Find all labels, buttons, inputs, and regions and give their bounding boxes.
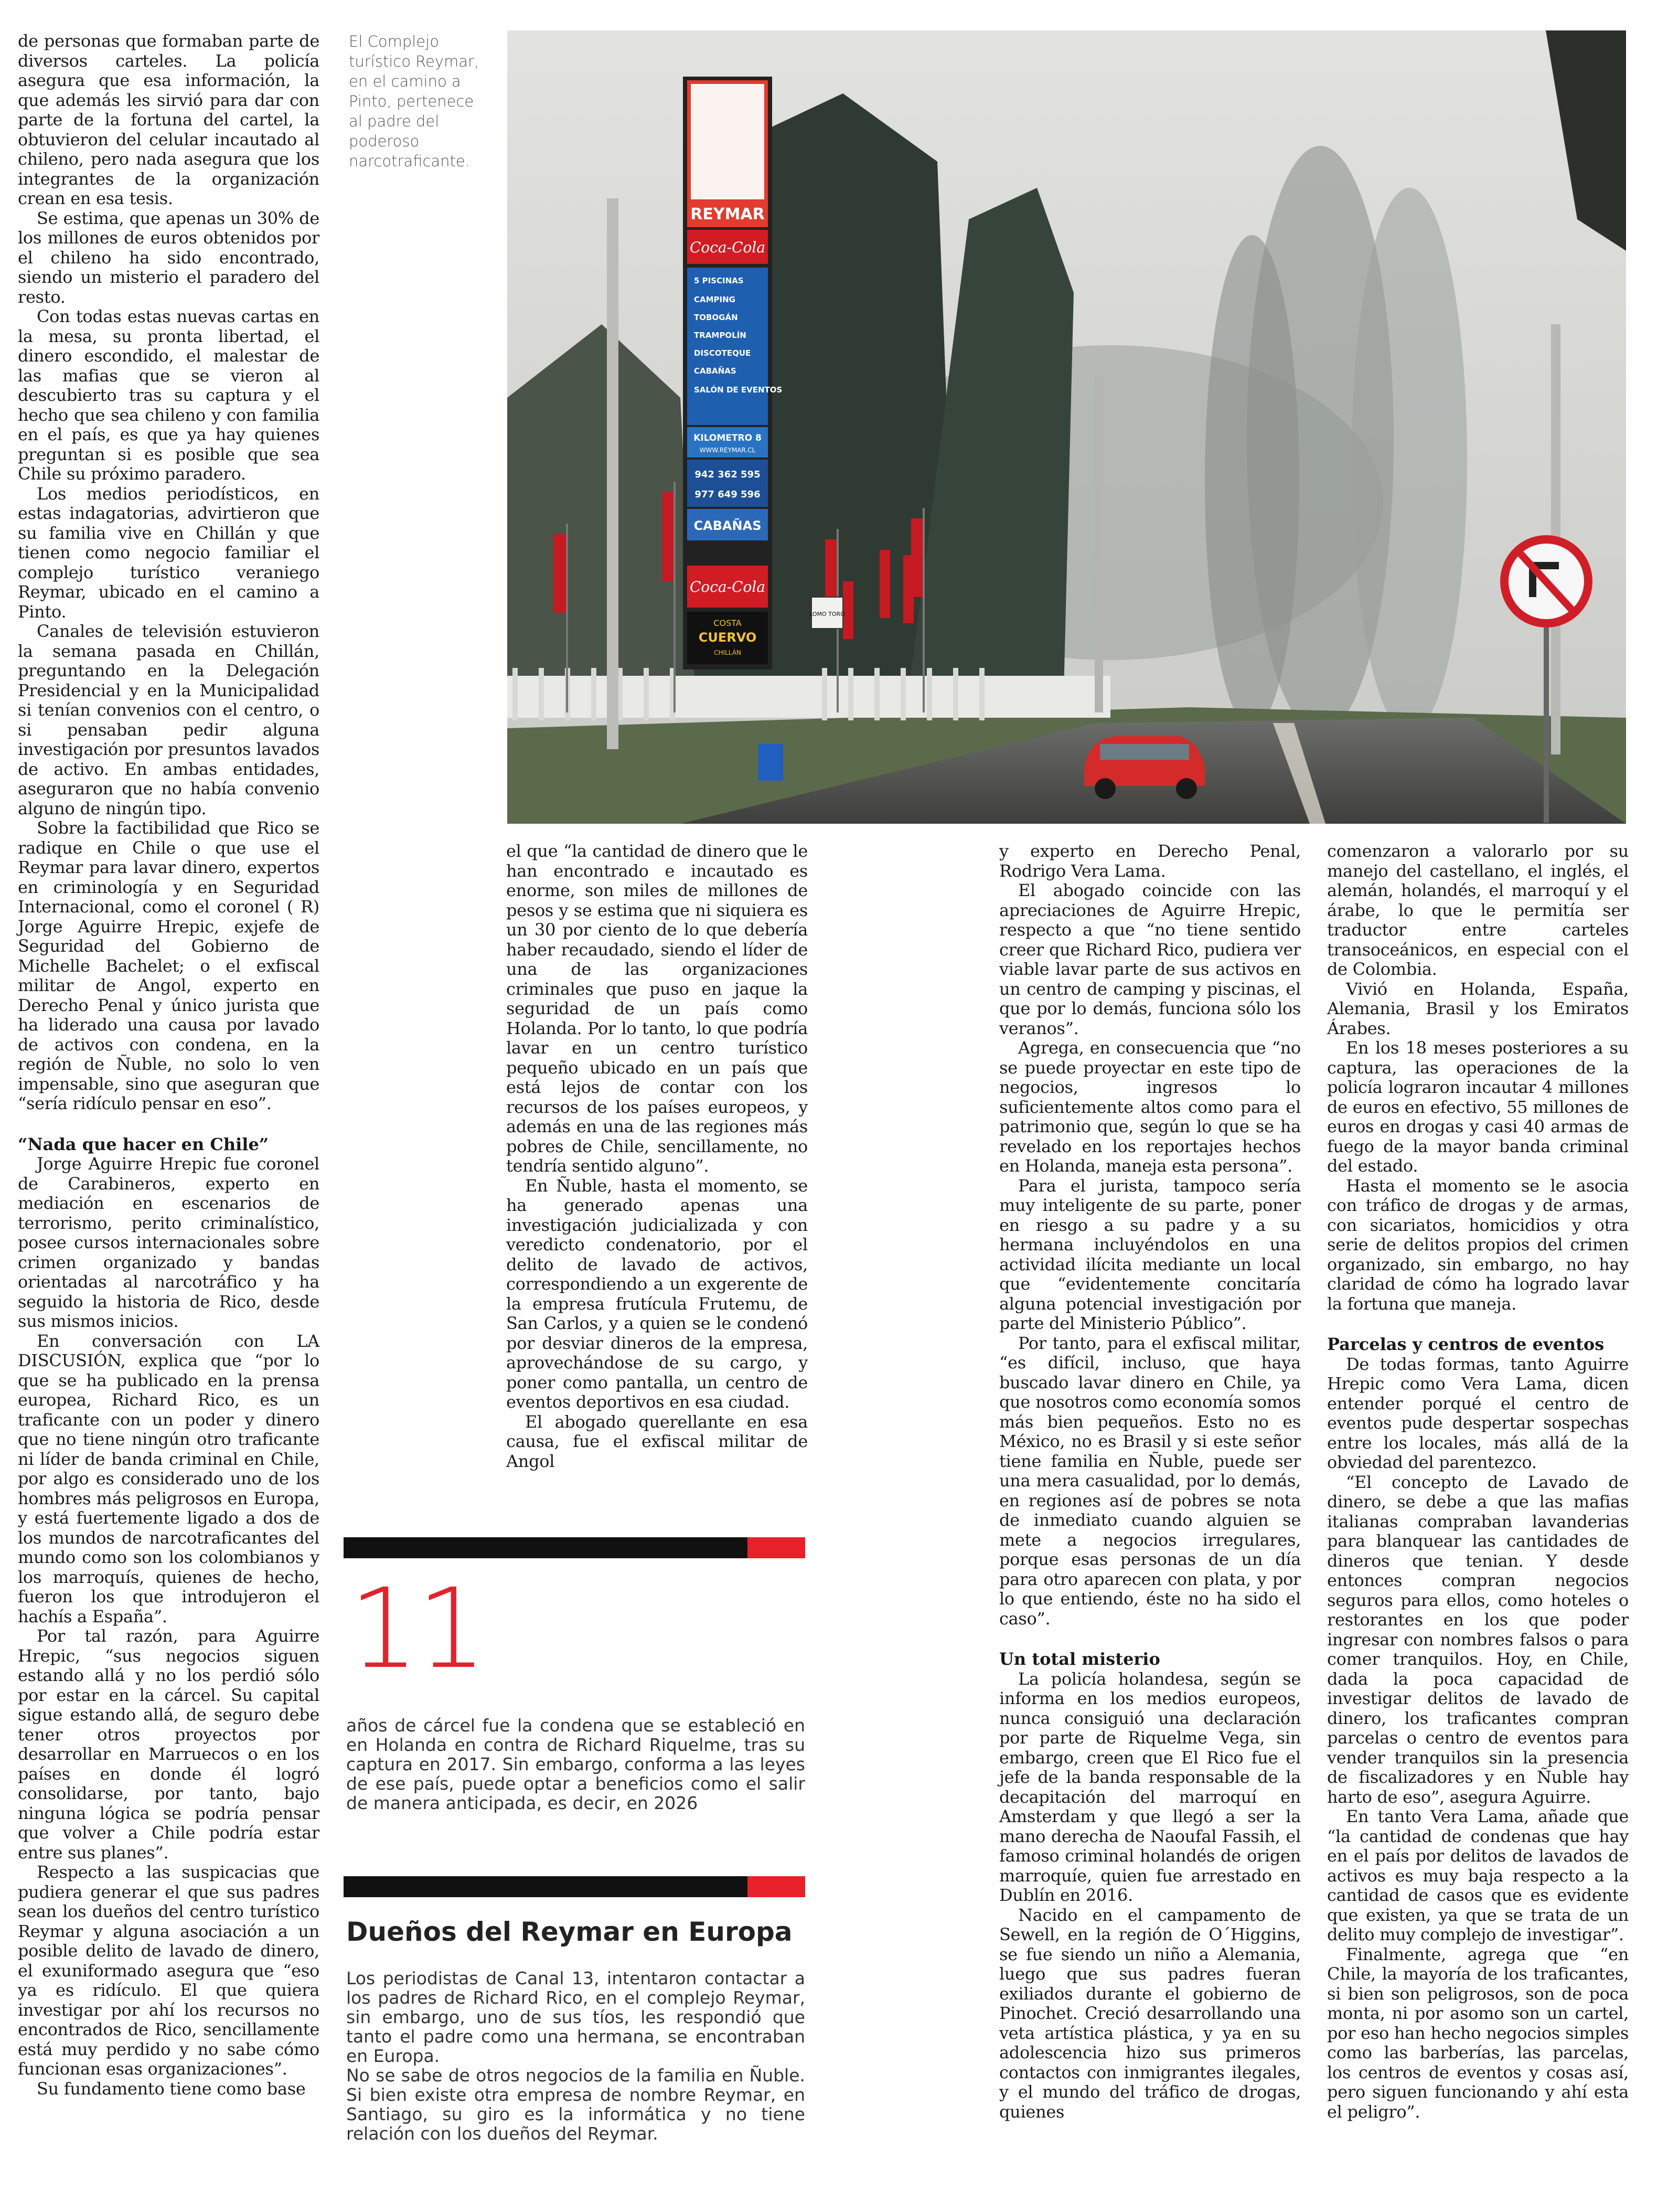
sign-service: TOBOGÁN bbox=[694, 313, 738, 322]
article-paragraph: “El concepto de Lavado de dinero, se debe a que las mafias italianas compraban lavanderias para blanquear las cantidades de dineros que tenian. Y desde entonces compran negocios seguros para ellos, como hoteles o restorantes en los que poder ingresar con nombres falsos o para comer tranquilos. Hoy, en Chile, dada la poca capacidad de investigar delitos de lavado de dinero, los traficantes compran parcelas o centro de eventos para vender tranquilos sin la presencia de fiscalizadores y en Ñuble hay harto de eso”, asegura Aguirre. bbox=[1327, 1472, 1629, 1807]
article-paragraph: Vivió en Holanda, España, Alemania, Brasil y los Emiratos Árabes. bbox=[1327, 979, 1629, 1038]
article-paragraph: De todas formas, tanto Aguirre Hrepic como Vera Lama, dicen entender porqué el centro de eventos pude despertar sospechas entre los locales, más allá de la obviedad del parentezco. bbox=[1327, 1354, 1629, 1472]
box-divider-bar bbox=[344, 1876, 805, 1897]
article-paragraph: Los medios periodísticos, en estas indagatorias, advirtieron que su familia vive en Chillán y que tienen como negocio familiar el complejo turístico veraniego Reymar, ubicado en el camino a Pinto. bbox=[18, 483, 319, 622]
sign-service: CAMPING bbox=[694, 295, 735, 304]
article-paragraph: En conversación con LA DISCUSIÓN, explica que “por lo que se ha publicado en la prensa europea, Richard Rico, es un traficante con un poder y dinero que no tiene ningún otro traficante ni líder de banda criminal en Chile, por algo es considerado uno de los hombres más peligrosos en Europa, y está fuertemente ligado a dos de los mundos de narcotraficantes del mundo como son los colombianos y los marroquís, quienes de hecho, fueron los que introdujeron el hachís a España”. bbox=[18, 1331, 319, 1626]
caption-line: poderoso bbox=[349, 132, 420, 150]
article-paragraph: de personas que formaban parte de diversos carteles. La policía asegura que esa información, la que además les sirvió para dar con parte de la fortuna del cartel, la obtuvieron del celular incautado al chileno, pero nada asegura que los integrantes de la organización crean en esa tesis. bbox=[18, 31, 319, 208]
section-heading: “Nada que hacer en Chile” bbox=[18, 1134, 269, 1154]
sign-city: CHILLÁN bbox=[714, 649, 741, 656]
article-paragraph: Su fundamento tiene como base bbox=[37, 2078, 306, 2099]
sign-service: 5 PISCINAS bbox=[694, 276, 744, 285]
reymar-photo bbox=[507, 30, 1626, 824]
section-heading: Parcelas y centros de eventos bbox=[1327, 1334, 1605, 1354]
sign-km: KILOMETRO 8 bbox=[693, 433, 762, 443]
sign-costa: COSTA bbox=[713, 618, 742, 628]
sign-phone-1: 942 362 595 bbox=[694, 469, 761, 480]
article-paragraph: Por tal razón, para Aguirre Hrepic, “sus negocios siguen estando allá y no los perdió sólo por estar en la cárcel. Su capital sigue estando allá, de seguro debe tener otros proyectos por desarrollar en Marruecos o en los países en donde él logró consolidarse, por tanto, bajo ninguna lógica se podría pensar que volver a Chile podría estar entre sus planes”. bbox=[18, 1626, 319, 1863]
article-paragraph: el que “la cantidad de dinero que le han encontrado e incautado es enorme, son miles de millones de pesos y se estima que ni siquiera es un 30 por ciento de lo que debería haber recaudado, siendo el líder de una de las organizaciones criminales que puso en jaque la seguridad de un país como Holanda. Por lo tanto, lo que podría lavar en un centro turístico pequeño ubicado en un país que está lejos de contar con los recursos de los países europeos, y además en una de las regiones más pobres de Chile, sencillamente, no tendría sentido alguno”. bbox=[506, 841, 808, 1176]
sign-small: LOMO TORO bbox=[809, 611, 845, 618]
sign-brand: REYMAR bbox=[690, 205, 765, 224]
article-paragraph: En Ñuble, hasta el momento, se ha generado apenas una investigación judicializada y con veredicto condenatorio, por el delito de lavado de activos, correspondiendo a un exgerente de la empresa frutícula Frutemu, de San Carlos, y a quien se le condenó por desviar dineros de la empresa, aprovechándose de su cargo, y poner como pantalla, un centro de eventos deportivos en esa ciudad. bbox=[506, 1175, 808, 1412]
sign-service: SALÓN DE EVENTOS bbox=[694, 385, 783, 395]
article-paragraph: Canales de televisión estuvieron la semana pasada en Chillán, preguntando en la Delegación Presidencial y en la Municipalidad si tenían convenios con el centro, o si pensaban pedir alguna investigación por presuntos lavados de activo. En ambas entidades, aseguraron que no había convenio alguno de ningún tipo. bbox=[18, 621, 319, 818]
sign-cocacola-bottom: Coca-Cola bbox=[689, 578, 766, 595]
sign-cocacola-top: Coca-Cola bbox=[689, 239, 766, 256]
caption-line: turístico Reymar, bbox=[349, 52, 479, 70]
article-paragraph: Se estima, que apenas un 30% de los millones de euros obtenidos por el chileno ha sido encontrado, siendo un misterio el paradero del resto. bbox=[18, 208, 319, 307]
box-paragraph: No se sabe de otros negocios de la familia en Ñuble. Si bien existe otra empresa de nombre Reymar, en Santiago, su giro es la informática y no tiene relación con los dueños del Reymar. bbox=[346, 2065, 805, 2144]
section-heading: Un total misterio bbox=[999, 1649, 1160, 1669]
article-paragraph: comenzaron a valorarlo por su manejo del castellano, el inglés, el alemán, holandés, el marroquí y el árabe, lo que le permitía ser traductor entre carteles transoceánicos, en especial con el de Colombia. bbox=[1327, 841, 1629, 979]
box-divider-bar bbox=[344, 1537, 805, 1558]
sign-service: TRAMPOLÍN bbox=[694, 331, 746, 340]
sign-phone-2: 977 649 596 bbox=[694, 489, 761, 500]
box-body bbox=[346, 1969, 805, 2143]
sign-service: CABAÑAS bbox=[694, 366, 736, 376]
big-number-description: años de cárcel fue la condena que se estableció en en Holanda en contra de Richard Riquelme, tras su captura en 2017. Sin embargo, conforma a las leyes de ese país, puede optar a beneficios como el salir de manera anticipada, es decir, en 2026 bbox=[346, 1715, 805, 1813]
article-paragraph: En los 18 meses posteriores a su captura, las operaciones de la policía lograron incautar 4 millones de euros en efectivo, 55 millones de euros en drogas y casi 40 armas de fuego de la mayor banda criminal del estado. bbox=[1327, 1038, 1629, 1176]
article-column-2 bbox=[506, 842, 808, 1471]
photo-caption bbox=[349, 31, 485, 171]
article-column-1 bbox=[18, 31, 319, 2099]
article-paragraph: En tanto Vera Lama, añade que “la cantidad de condenas que hay en el país por delitos de lavados de activos es muy baja respecto a la cantidad de casos que es evidente que existen, ya que se trata de un delito muy complejo de investigar”. bbox=[1327, 1806, 1629, 1944]
caption-line: al padre del bbox=[349, 112, 440, 130]
article-paragraph: Nacido en el campamento de Sewell, en la región de O´Higgins, se fue siendo un niño a Alemania, luego que sus padres fueran exiliados durante el gobierno de Pinochet. Creció desarrollando una veta artística plástica, y ya en su adolescencia hizo sus primeros contactos con inmigrantes ilegales, y el mundo del tráfico de drogas, quienes bbox=[999, 1905, 1301, 2122]
caption-line: narcotraficante. bbox=[349, 152, 470, 170]
caption-line: Pinto, pertenece bbox=[349, 92, 474, 110]
article-paragraph: La policía holandesa, según se informa en los medios europeos, nunca consiguió una declaración por parte de Riquelme Vega, sin embargo, creen que El Rico fue el jefe de la banda responsable de la decapitación del marroquí en Amsterdam y que llegó a ser la mano derecha de Naoufal Fassih, el famoso criminal holandés de origen marroquíe, quien fue arrestado en Dublín en 2016. bbox=[999, 1668, 1301, 1905]
sign-cabanas: CABAÑAS bbox=[693, 518, 762, 533]
reymar-photo-illustration bbox=[507, 30, 1626, 824]
sign-cuervo: CUERVO bbox=[698, 630, 757, 645]
article-column-3 bbox=[999, 842, 1301, 2122]
box-paragraph: Los periodistas de Canal 13, intentaron contactar a los padres de Richard Rico, en el complejo Reymar, sin embargo, uno de sus tíos, les respondió que tanto el padre como una hermana, se encontraban en Europa. bbox=[346, 1968, 805, 2066]
article-paragraph: Finalmente, agrega que “en Chile, la mayoría de los traficantes, si bien son peligrosos, son de poca monta, ni por asomo son un cartel, por eso han hecho negocios simples como las barberías, las parcelas, los centros de eventos y cosas así, pero siguen funcionando y ahí esta el peligro”. bbox=[1327, 1944, 1629, 2122]
article-paragraph: Para el jurista, tampoco sería muy inteligente de su parte, poner en riesgo a su padre y a su hermana incluyéndolos en una actividad ilícita mediante un local que “evidentemente concitaría alguna potencial investigación por parte del Ministerio Público”. bbox=[999, 1175, 1301, 1333]
article-paragraph: Agrega, en consecuencia que “no se puede proyectar en este tipo de negocios, ingresos lo suficientemente altos como para el patrimonio que, según lo que se ha revelado en los reportajes hechos en Holanda, maneja esta persona”. bbox=[999, 1038, 1301, 1176]
article-paragraph: Jorge Aguirre Hrepic fue coronel de Carabineros, experto en mediación en escenarios de terrorismo, perito criminalístico, posee cursos internacionales sobre crimen organizado y bandas orientadas al narcotráfico y ha seguido la historia de Rico, desde sus mismos inicios. bbox=[18, 1154, 319, 1331]
article-paragraph: El abogado coincide con las apreciaciones de Aguirre Hrepic, respecto a que “no tiene sentido creer que Richard Rico, pudiera ver viable lavar parte de sus activos en un centro de camping y piscinas, el que por lo demás, funciona sólo los veranos”. bbox=[999, 880, 1301, 1038]
box-title: Dueños del Reymar en Europa bbox=[346, 1917, 793, 1947]
article-paragraph: Hasta el momento se le asocia con tráfico de drogas y de armas, con sicariatos, homicidios y otra serie de delitos propios del crimen organizado, sin embargo, no hay claridad de cómo ha logrado lavar la fortuna que maneja. bbox=[1327, 1175, 1629, 1314]
sign-web: WWW.REYMAR.CL bbox=[699, 446, 756, 454]
big-number-text bbox=[346, 1716, 805, 1813]
sign-service: DISCOTEQUE bbox=[694, 348, 751, 358]
big-number: 11 bbox=[349, 1565, 485, 1693]
article-paragraph: y experto en Derecho Penal, Rodrigo Vera Lama. bbox=[999, 841, 1301, 881]
article-paragraph: Sobre la factibilidad que Rico se radique en Chile o que use el Reymar para lavar dinero, expertos en criminología y en Seguridad Internacional, como el coronel ( R) Jorge Aguirre Hrepic, exjefe de Seguridad del Gobierno de Michelle Bachelet; o el exfiscal militar de Angol, experto en Derecho Penal y único jurista que ha liderado una causa por lavado de activos con condena, en la región de Ñuble, no solo lo ven impensable, sino que aseguran que “sería ridículo pensar en eso”. bbox=[18, 818, 319, 1113]
article-column-4 bbox=[1327, 842, 1629, 2122]
article-paragraph: Por tanto, para el exfiscal militar, “es difícil, incluso, que haya buscado lavar dinero en Chile, ya que nosotros como economía somos más bien pequeños. Esto no es México, no es Brasil y si este señor tiene familia en Ñuble, puede ser una mera casualidad, por lo demás, en regiones así de pobres se nota de inmediato cuando alguien se mete a negocios irregulares, porque esas personas de un día para otro aparecen con plata, y por lo que entiendo, éste no ha sido el caso”. bbox=[999, 1333, 1301, 1629]
caption-line: en el camino a bbox=[349, 72, 461, 90]
article-paragraph: Con todas estas nuevas cartas en la mesa, su pronta libertad, el dinero escondido, el malestar de las mafias que se vieron al descubierto tras su captura y el hecho que sea chileno y con familia en el país, es que ya hay quienes preguntan si es posible que sea Chile su próximo paradero. bbox=[18, 306, 319, 484]
article-paragraph: El abogado querellante en esa causa, fue el exfiscal militar de Angol bbox=[506, 1411, 808, 1471]
caption-line: El Complejo bbox=[349, 33, 439, 50]
article-paragraph: Respecto a las suspicacias que pudiera generar el que sus padres sean los dueños del centro turístico Reymar y alguna asociación a un posible delito de lavado de dinero, el exuniformado asegura que “eso ya es ridículo. El que quiera investigar por ahí los recursos no encontrados de Rico, sencillamente está muy perdido y no sabe cómo funcionan esas organizaciones”. bbox=[18, 1862, 319, 2079]
